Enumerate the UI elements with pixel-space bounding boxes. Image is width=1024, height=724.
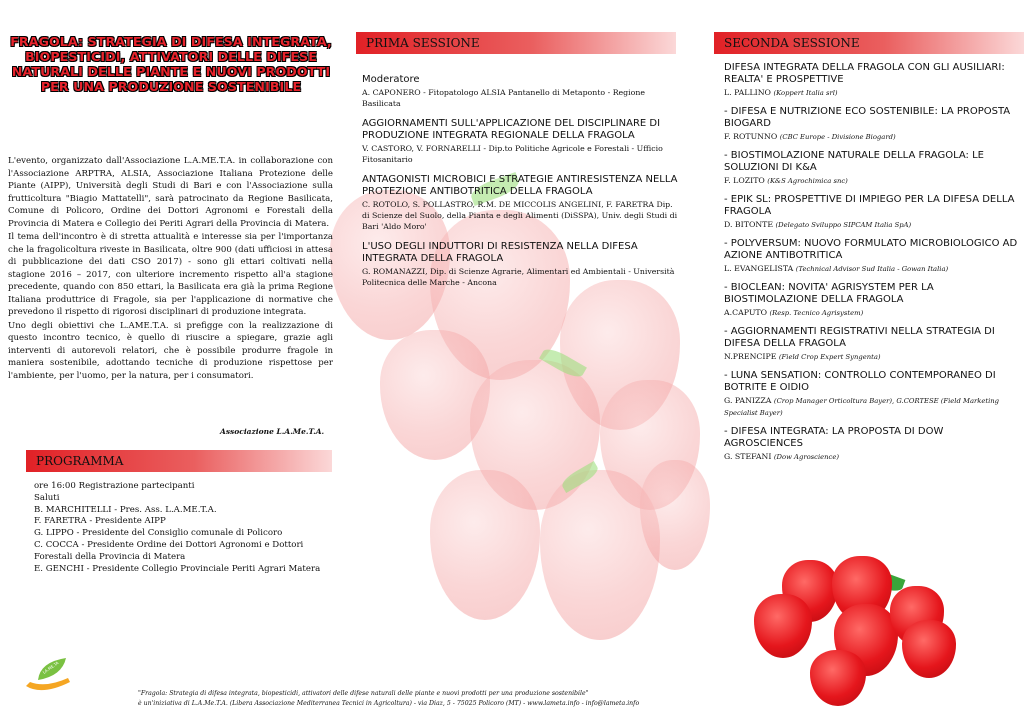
signature: Associazione L.A.Me.T.A. <box>220 427 325 436</box>
talk-title: - DIFESA INTEGRATA: LA PROPOSTA DI DOW AGROSCIENCES <box>724 426 944 449</box>
talk-title: L'USO DEGLI INDUTTORI DI RESISTENZA NELLA DIFESA INTEGRATA DELLA FRAGOLA <box>362 241 638 264</box>
speaker-name: G. STEFANI <box>724 452 772 461</box>
talk-speakers: G. ROMANAZZI, Dip. di Scienze Agrarie, Alimentari ed Ambientali - Università Politecnica delle Marche - Ancona <box>362 267 675 287</box>
intro-paragraph: Il tema dell'incontro è di stretta attualità e interesse sia per l'importanza che la fragolicoltura riveste in Basilicata, oltre 900 (dati ufficiosi in attesa di pubblicazione dei dati CSO 2017) - sono gli ettari coltivati nella stagione 2016 – 2017, con ulteriore incremento rispetto all'a stagione precedente, quando con 850 ettari, la Basilicata era già la prima Regione Italiana produttrice di Fragole, sia per l'applicazione di normative che prevedono il rispetto di rigorosi disciplinari di produzione integrata. <box>8 232 333 317</box>
lameta-logo <box>22 656 74 696</box>
speaker-affiliation: (Technical Advisor Sud Italia - Gowan Italia) <box>795 265 949 273</box>
speaker-affiliation: (Crop Manager Orticoltura Bayer), G.CORTESE (Field Marketing Specialist Bayer) <box>724 397 1000 417</box>
talk-speaker <box>724 219 1019 231</box>
talk-speaker <box>724 395 1019 419</box>
intro-text <box>8 155 333 383</box>
speaker-name: L. PALLINO <box>724 88 771 97</box>
speaker-affiliation: (Koppert Italia srl) <box>773 89 838 97</box>
intro-paragraph: Uno degli obiettivi che L.AME.T.A. si prefigge con la realizzazione di questo incontro tecnico, è quello di riuscire a spiegare, grazie agli interventi di autorevoli relatori, che è possibile produrre fragole in maniera sostenibile, adottando tecniche di produzione rispettose per l'ambiente, per l'uomo, per la natura, per i consumatori. <box>8 320 333 381</box>
list-item: F. FARETRA - Presidente AIPP <box>34 516 166 527</box>
programma-list <box>34 481 329 575</box>
speaker-name: L. EVANGELISTA <box>724 264 794 273</box>
moderatore-label: Moderatore <box>362 74 420 85</box>
talk-speaker <box>724 451 1019 463</box>
seconda-sessione <box>724 62 1019 470</box>
talk-speakers: C. ROTOLO, S. POLLASTRO, R.M. DE MICCOLIS ANGELINI, F. FARETRA Dip. di Scienze del Suolo, della Pianta e degli Alimenti (DiSSPA), Univ. degli Studi di Bari 'Aldo Moro' <box>362 200 678 231</box>
event-title: FRAGOLA: STRATEGIA DI DIFESA INTEGRATA, BIOPESTICIDI, ATTIVATORI DELLE DIFESE NATURALI DELLE PIANTE E NUOVI PRODOTTI PER UNA PRODUZIONE SOSTENIBILE <box>10 34 332 94</box>
footer-line: è un'iniziativa di L.A.Me.T.A. (Libera Associazione Mediterranea Tecnici in Agricoltura) - via Diaz, 5 - 75025 Policoro (MT) - www.lameta.info - info@lameta.info <box>138 700 640 707</box>
list-item: B. MARCHITELLI - Pres. Ass. L.A.ME.T.A. <box>34 504 217 515</box>
strawberry-graphic <box>640 460 710 570</box>
speaker-name: F. LOZITO <box>724 176 765 185</box>
logo-text: LA.ME.TA <box>41 660 60 675</box>
intro-paragraph: L'evento, organizzato dall'Associazione L.A.ME.T.A. in collaborazione con l'Associazione ARPTRA, ALSIA, Associazione Italiana Protezione delle Piante (AIPP), Università degli Studi di Bari e con l'Associazione sulla frutticoltura "Biagio Mattatelli", sarà patrocinato da Regione Basilicata, Comune di Policoro, Ordine dei Dottori Agronomi e Forestali della Provincia di Matera e Collegio dei Periti Agrari della Provincia di Matera. <box>8 156 333 229</box>
talk-title: - EPIK SL: PROSPETTIVE DI IMPIEGO PER LA DIFESA DELLA FRAGOLA <box>724 194 1015 217</box>
list-item: G. LIPPO - Presidente del Consiglio comunale di Policoro <box>34 528 283 539</box>
prima-sessione <box>362 74 682 297</box>
talk-speakers: V. CASTORO, V. FORNARELLI - Dip.to Politiche Agricole e Forestali - Ufficio Fitosanitario <box>362 144 663 164</box>
strawberry-graphic <box>754 594 812 658</box>
talk-title: - DIFESA E NUTRIZIONE ECO SOSTENIBILE: LA PROPOSTA BIOGARD <box>724 106 1011 129</box>
speaker-affiliation: (Field Crop Expert Syngenta) <box>778 353 881 361</box>
list-item: E. GENCHI - Presidente Collegio Provinciale Periti Agrari Matera <box>34 563 321 574</box>
speaker-name: G. PANIZZA <box>724 396 772 405</box>
talk-speaker <box>724 351 1019 363</box>
speaker-name: A.CAPUTO <box>724 308 767 317</box>
speaker-name: N.PRENCIPE <box>724 352 777 361</box>
talk-title: AGGIORNAMENTI SULL'APPLICAZIONE DEL DISCIPLINARE DI PRODUZIONE INTEGRATA REGIONALE DELLA FRAGOLA <box>362 118 661 141</box>
talk-title: DIFESA INTEGRATA DELLA FRAGOLA CON GLI AUSILIARI: REALTA' E PROSPETTIVE <box>724 62 1005 85</box>
footer <box>138 689 698 709</box>
talk-speaker <box>724 87 1019 99</box>
programma-heading: PROGRAMMA <box>26 450 332 472</box>
footer-line: "Fragola: Strategia di difesa integrata, biopesticidi, attivatori delle difese naturali delle piante e nuovi prodotti per una produzione sostenibile" <box>138 690 589 697</box>
strawberry-graphic <box>902 620 956 678</box>
prima-sessione-heading: PRIMA SESSIONE <box>356 32 676 54</box>
speaker-affiliation: (CBC Europe - Divisione Biogard) <box>779 133 896 141</box>
talk-title: - BIOSTIMOLAZIONE NATURALE DELLA FRAGOLA: LE SOLUZIONI DI K&A <box>724 150 984 173</box>
speaker-affiliation: (K&S Agrochimica snc) <box>767 177 848 185</box>
list-item: Saluti <box>34 492 60 503</box>
talk-title: - AGGIORNAMENTI REGISTRATIVI NELLA STRATEGIA DI DIFESA DELLA FRAGOLA <box>724 326 995 349</box>
speaker-name: F. ROTUNNO <box>724 132 778 141</box>
talk-speaker <box>724 307 1019 319</box>
talk-speaker <box>724 175 1019 187</box>
talk-speaker <box>724 131 1019 143</box>
talk-title: ANTAGONISTI MICROBICI E STRATEGIE ANTIRESISTENZA NELLA PROTEZIONE ANTIBOTRITICA DELLA FRAGOLA <box>362 174 678 197</box>
speaker-affiliation: (Delegato Sviluppo SIPCAM Italia SpA) <box>775 221 912 229</box>
talk-title: - LUNA SENSATION: CONTROLLO CONTEMPORANEO DI BOTRITE E OIDIO <box>724 370 996 393</box>
speaker-name: D. BITONTE <box>724 220 774 229</box>
speaker-affiliation: (Resp. Tecnico Agrisystem) <box>769 309 864 317</box>
strawberry-graphic <box>430 470 540 620</box>
seconda-sessione-heading: SECONDA SESSIONE <box>714 32 1024 54</box>
list-item: C. COCCA - Presidente Ordine dei Dottori Agronomi e Dottori Forestali della Provincia di Matera <box>34 539 304 562</box>
talk-speaker <box>724 263 1019 275</box>
strawberry-graphic <box>810 650 866 706</box>
moderatore: A. CAPONERO - Fitopatologo ALSIA Pantanello di Metaponto - Regione Basilicata <box>362 88 645 108</box>
talk-title: - BIOCLEAN: NOVITA' AGRISYSTEM PER LA BIOSTIMOLAZIONE DELLA FRAGOLA <box>724 282 934 305</box>
speaker-affiliation: (Dow Agroscience) <box>773 453 840 461</box>
list-item: ore 16:00 Registrazione partecipanti <box>34 481 195 491</box>
talk-title: - POLYVERSUM: NUOVO FORMULATO MICROBIOLOGICO AD AZIONE ANTIBOTRITICA <box>724 238 1018 261</box>
